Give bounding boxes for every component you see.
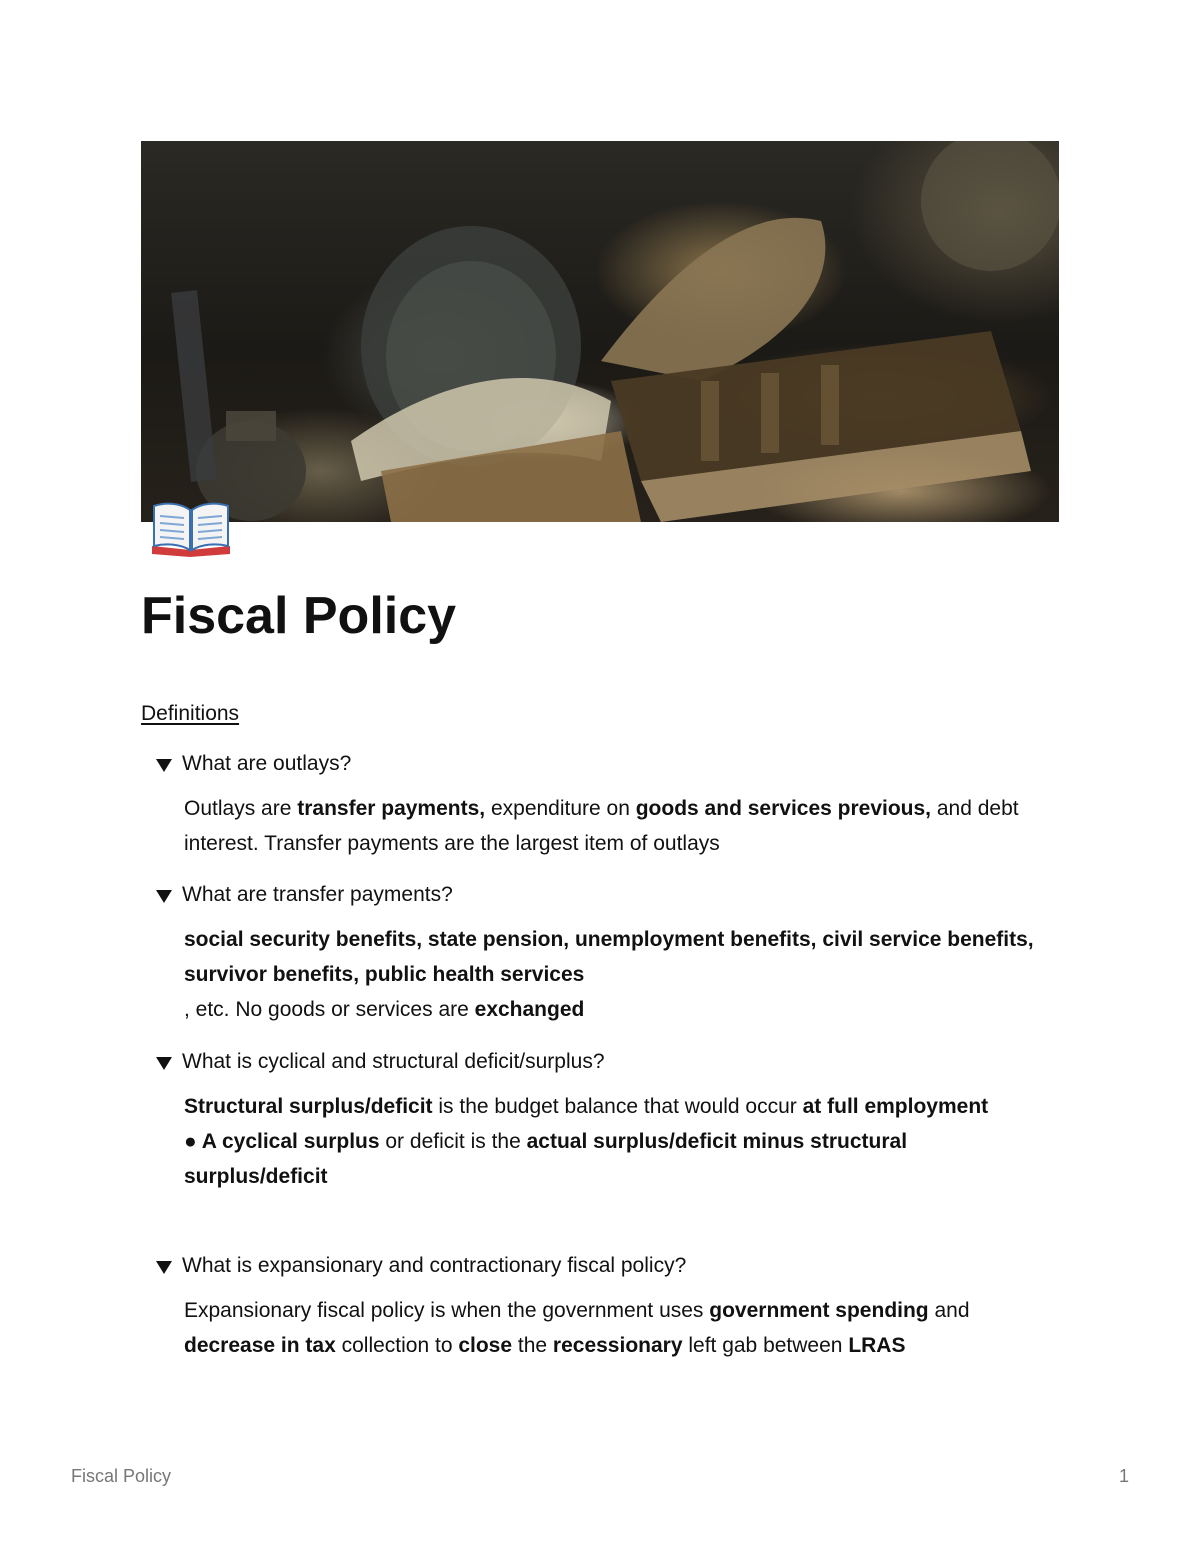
- toggle-header[interactable]: [156, 880, 1056, 910]
- toggle-header[interactable]: [156, 1251, 1056, 1281]
- toggle-expansionary-contractionary[interactable]: [156, 1251, 1056, 1363]
- footer-page-number: 1: [1119, 1466, 1130, 1486]
- answer-bold-text: LRAS: [848, 1334, 906, 1357]
- page-title: Fiscal Policy: [141, 587, 457, 645]
- triangle-down-icon[interactable]: [156, 759, 172, 772]
- toggle-transfer-payments[interactable]: [156, 880, 1056, 1027]
- answer-bold-text: ● A cyclical surplus: [184, 1130, 380, 1153]
- answer-text: left gab between: [682, 1334, 849, 1357]
- answer-bold-text: at full employment: [802, 1095, 989, 1118]
- answer-text: or deficit is the: [379, 1130, 527, 1153]
- answer-text: expenditure on: [485, 797, 636, 820]
- answer-bold-text: close: [458, 1334, 513, 1357]
- open-book-icon: [150, 500, 232, 558]
- answer-text: the: [512, 1334, 553, 1357]
- answer-text: and: [928, 1299, 970, 1322]
- answer-bold-text: recessionary: [552, 1334, 683, 1357]
- answer-bold-text: Structural surplus/deficit: [184, 1095, 433, 1118]
- toggle-header[interactable]: [156, 1047, 1056, 1077]
- toggle-answer: [184, 791, 1054, 861]
- toggle-answer: [184, 1293, 1054, 1363]
- triangle-down-icon[interactable]: [156, 1057, 172, 1070]
- toggle-question: What is cyclical and structural deficit/surplus?: [182, 1050, 605, 1073]
- answer-text: and debt interest. Transfer payments are the largest item of outlays: [184, 797, 1019, 855]
- toggle-header[interactable]: [156, 749, 1056, 779]
- answer-bold-text: exchanged: [474, 998, 585, 1021]
- toggle-question: What are transfer payments?: [182, 883, 453, 906]
- answer-text: Outlays are: [184, 797, 298, 820]
- toggle-outlays[interactable]: [156, 749, 1056, 861]
- answer-text: , etc. No goods or services are: [184, 998, 475, 1021]
- answer-text: is the budget balance that would occur: [432, 1095, 803, 1118]
- answer-text: Expansionary fiscal policy is when the government uses: [184, 1299, 710, 1322]
- toggle-question: What is expansionary and contractionary fiscal policy?: [182, 1254, 687, 1277]
- answer-bold-text: social security benefits, state pension, unemployment benefits, civil service benefits, survivor benefits, public health services: [184, 928, 1034, 986]
- toggle-answer: [184, 1089, 1054, 1194]
- footer-doc-name: Fiscal Policy: [71, 1466, 172, 1486]
- answer-bold-text: transfer payments,: [297, 797, 486, 820]
- answer-bold-text: actual surplus/deficit minus structural surplus/deficit: [184, 1130, 908, 1188]
- triangle-down-icon[interactable]: [156, 890, 172, 903]
- toggle-answer: [184, 922, 1054, 1027]
- toggle-question: What are outlays?: [182, 752, 352, 775]
- definitions-link[interactable]: Definitions: [141, 702, 240, 725]
- answer-bold-text: decrease in tax: [184, 1334, 336, 1357]
- answer-bold-text: government spending: [709, 1299, 929, 1322]
- answer-text: collection to: [335, 1334, 459, 1357]
- triangle-down-icon[interactable]: [156, 1261, 172, 1274]
- toggle-cyclical-structural[interactable]: [156, 1047, 1056, 1194]
- cover-image: [141, 141, 1059, 522]
- answer-bold-text: goods and services previous,: [635, 797, 932, 820]
